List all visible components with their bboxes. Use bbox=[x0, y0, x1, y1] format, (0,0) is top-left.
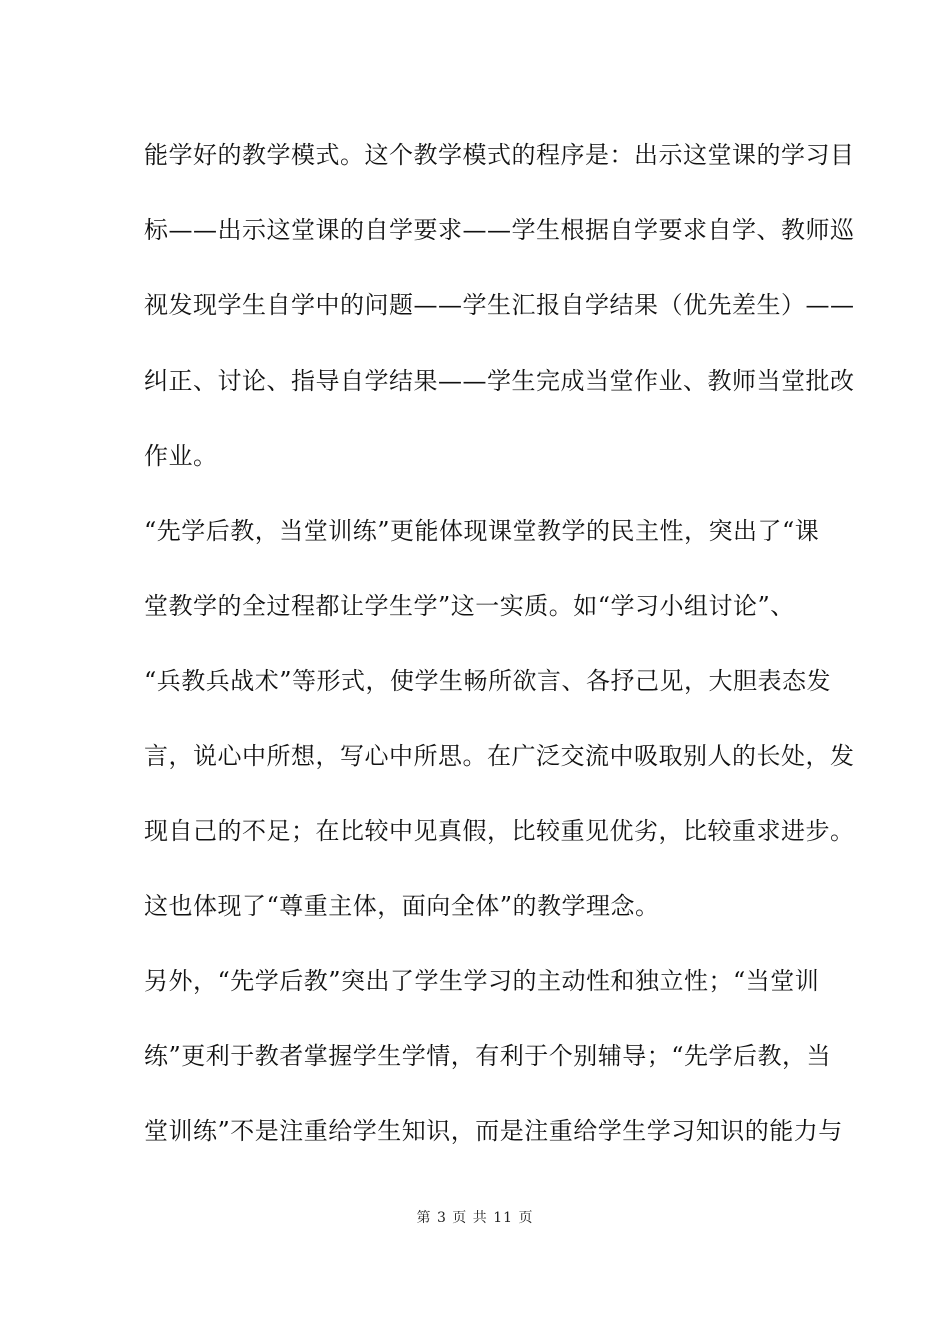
text-line-11: 这也体现了“尊重主体，面向全体”的教学理念。 bbox=[144, 892, 660, 920]
text-line-9: 言，说心中所想，写心中所思。在广泛交流中吸取别人的长处，发 bbox=[144, 742, 855, 770]
text-line-10: 现自己的不足；在比较中见真假，比较重见优劣，比较重求进步。 bbox=[144, 817, 855, 845]
text-line-7: 堂教学的全过程都让学生学”这一实质。如“学习小组讨论”、 bbox=[144, 592, 795, 620]
text-line-14: 堂训练”不是注重给学生知识，而是注重给学生学习知识的能力与 bbox=[144, 1117, 843, 1145]
text-line-2: 标——出示这堂课的自学要求——学生根据自学要求自学、教师巡 bbox=[144, 216, 855, 244]
text-line-1: 能学好的教学模式。这个教学模式的程序是：出示这堂课的学习目 bbox=[144, 141, 855, 169]
text-line-13: 练”更利于教者掌握学生学情，有利于个别辅导；“先学后教，当 bbox=[144, 1042, 832, 1070]
text-line-3: 视发现学生自学中的问题——学生汇报自学结果（优先差生）—— bbox=[144, 291, 855, 319]
page-number-footer: 第 3 页 共 11 页 bbox=[416, 1210, 534, 1226]
text-line-8: “兵教兵战术”等形式，使学生畅所欲言、各抒己见，大胆表态发 bbox=[144, 667, 832, 695]
text-line-6: “先学后教，当堂训练”更能体现课堂教学的民主性，突出了“课 bbox=[144, 517, 820, 545]
text-line-5: 作业。 bbox=[144, 442, 218, 470]
text-line-4: 纠正、讨论、指导自学结果——学生完成当堂作业、教师当堂批改 bbox=[144, 367, 855, 395]
text-line-12: 另外，“先学后教”突出了学生学习的主动性和独立性；“当堂训 bbox=[144, 967, 820, 995]
